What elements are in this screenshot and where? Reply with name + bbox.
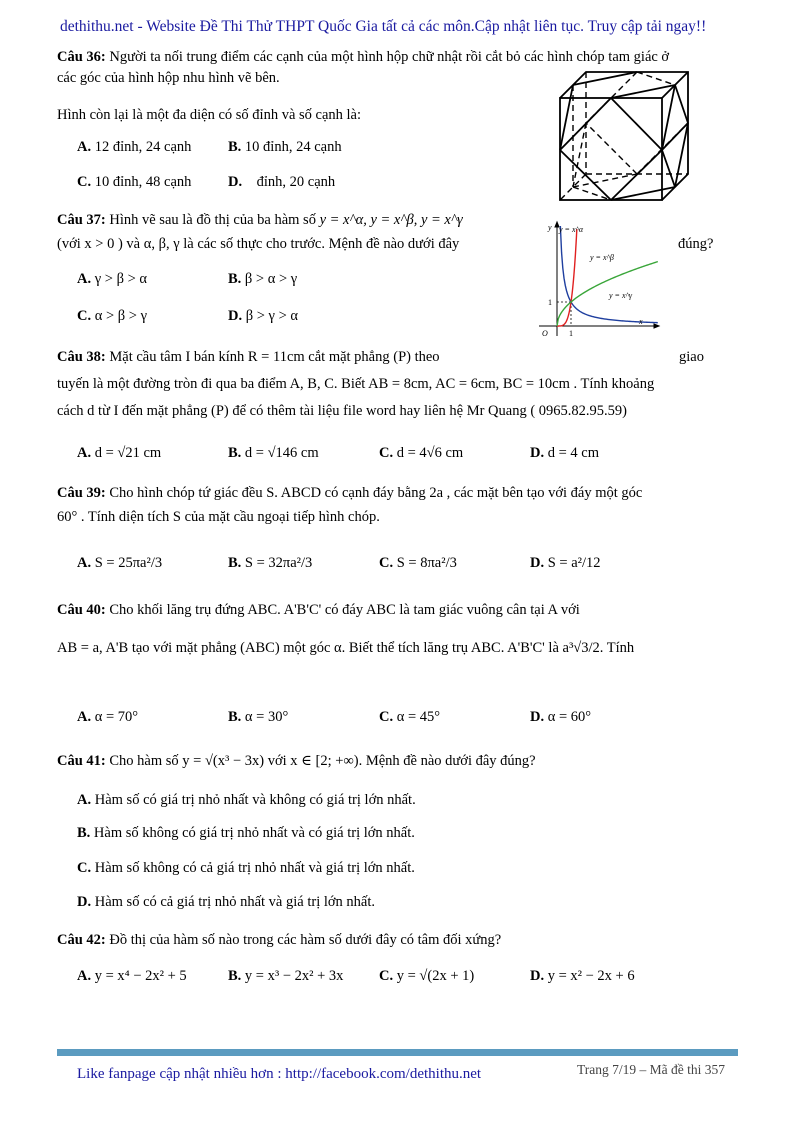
option-d[interactable]: D. Hàm số có cả giá trị nhỏ nhất và giá trị lớn nhất. bbox=[77, 894, 376, 910]
option-d[interactable]: D. d = 4 cm bbox=[530, 445, 600, 461]
option-a[interactable]: A. S = 25πa²/3 bbox=[77, 555, 163, 571]
question-text: Cho khối lăng trụ đứng ABC. A'B'C' có đáy ABC là tam giác vuông cân tại A với bbox=[109, 602, 580, 618]
option-a[interactable]: A. y = x⁴ − 2x² + 5 bbox=[77, 968, 187, 984]
origin-label: O bbox=[542, 329, 548, 338]
option-a[interactable]: A. γ > β > α bbox=[77, 271, 147, 287]
option-b[interactable]: B. y = x³ − 2x² + 3x bbox=[228, 968, 344, 984]
question-38-text: cách d từ I đến mặt phẳng (P) để có thêm tài liệu file word hay liên hệ Mr Quang ( 0965.82.95.59) bbox=[57, 403, 627, 419]
label-gamma: y = x^γ bbox=[609, 291, 633, 300]
option-c[interactable]: C. α = 45° bbox=[379, 709, 441, 725]
question-label: Câu 36: bbox=[57, 49, 106, 65]
question-40 bbox=[57, 600, 580, 621]
page-header: dethithu.net - Website Đề Thi Thử THPT Quốc Gia tất cả các môn.Cập nhật liên tục. Truy cập tải ngay!! bbox=[60, 18, 707, 35]
question-label: Câu 41: bbox=[57, 753, 106, 769]
option-d[interactable]: D. đỉnh, 20 cạnh bbox=[228, 174, 336, 190]
option-c[interactable]: C. 10 đỉnh, 48 cạnh bbox=[77, 174, 192, 190]
cube-figure bbox=[558, 70, 690, 202]
question-text: Mặt cầu tâm I bán kính R = 11cm cắt mặt phẳng (P) theo bbox=[109, 349, 440, 365]
page-number: Trang 7/19 – Mã đề thi 357 bbox=[577, 1062, 725, 1077]
tick-y-1: 1 bbox=[548, 298, 552, 307]
question-text: các góc của hình hộp nhu hình vẽ bên. bbox=[57, 70, 280, 86]
question-38-text: tuyến là một đường tròn đi qua ba điểm A, B, C. Biết AB = 8cm, AC = 6cm, BC = 10cm . Tính khoảng bbox=[57, 376, 655, 392]
option-d[interactable]: D. S = a²/12 bbox=[530, 555, 601, 571]
option-b[interactable]: B. 10 đỉnh, 24 cạnh bbox=[228, 139, 342, 155]
question-text: Người ta nối trung điểm các cạnh của một hình hộp chữ nhật rồi cắt bỏ các hình chóp tam giác ở bbox=[109, 49, 670, 65]
y-axis-label: y bbox=[548, 223, 552, 232]
question-36-prompt: Hình còn lại là một đa diện có số đỉnh và số cạnh là: bbox=[57, 107, 362, 123]
option-a[interactable]: A. α = 70° bbox=[77, 709, 139, 725]
option-c[interactable]: C. y = √(2x + 1) bbox=[379, 968, 475, 984]
option-c[interactable]: C. α > β > γ bbox=[77, 308, 147, 324]
x-axis-label: x bbox=[639, 317, 643, 326]
option-b[interactable]: B. d = √146 cm bbox=[228, 445, 319, 461]
option-a[interactable]: A. d = √21 cm bbox=[77, 445, 162, 461]
option-d[interactable]: D. α = 60° bbox=[530, 709, 592, 725]
label-alpha: y = x^α bbox=[559, 225, 584, 234]
curve-beta bbox=[557, 229, 577, 326]
question-label: Câu 37: bbox=[57, 212, 106, 228]
function-graph bbox=[535, 218, 665, 340]
option-b[interactable]: B. α = 30° bbox=[228, 709, 289, 725]
question-label: Câu 40: bbox=[57, 602, 106, 618]
footer-divider bbox=[57, 1049, 738, 1056]
option-b[interactable]: B. β > α > γ bbox=[228, 271, 298, 287]
question-text: Hình vẽ sau là đồ thị của ba hàm số bbox=[109, 212, 316, 228]
question-37-text-end: đúng? bbox=[678, 236, 714, 252]
option-c[interactable]: C. d = 4√6 cm bbox=[379, 445, 464, 461]
question-label: Câu 42: bbox=[57, 932, 106, 948]
question-38 bbox=[57, 347, 440, 368]
question-37-text: (với x > 0 ) và α, β, γ là các số thực cho trước. Mệnh đề nào dưới đây bbox=[57, 236, 460, 252]
question-label: Câu 39: bbox=[57, 485, 106, 501]
label-beta: y = x^β bbox=[590, 253, 614, 262]
option-d[interactable]: D. β > γ > α bbox=[228, 308, 298, 324]
question-41 bbox=[57, 751, 536, 772]
footer-fanpage-link[interactable]: Like fanpage cập nhật nhiều hơn : http://facebook.com/dethithu.net bbox=[77, 1066, 482, 1082]
option-a[interactable]: A. Hàm số có giá trị nhỏ nhất và không có giá trị lớn nhất. bbox=[77, 792, 416, 808]
tick-x-1: 1 bbox=[569, 329, 573, 338]
question-37 bbox=[57, 210, 463, 231]
option-c[interactable]: C. S = 8πa²/3 bbox=[379, 555, 457, 571]
question-formula: y = x^α, y = x^β, y = x^γ bbox=[319, 212, 463, 228]
question-text: Cho hàm số y = √(x³ − 3x) với x ∈ [2; +∞). Mệnh đề nào dưới đây đúng? bbox=[109, 753, 536, 769]
question-label: Câu 38: bbox=[57, 349, 106, 365]
question-text: Đồ thị của hàm số nào trong các hàm số dưới đây có tâm đối xứng? bbox=[109, 932, 502, 948]
question-38-text-end: giao bbox=[679, 349, 704, 365]
question-39 bbox=[57, 483, 642, 504]
option-a[interactable]: A. 12 đỉnh, 24 cạnh bbox=[77, 139, 192, 155]
question-42 bbox=[57, 930, 501, 951]
volume-formula: a³√3/2 bbox=[562, 640, 600, 656]
option-c[interactable]: C. Hàm số không có cả giá trị nhỏ nhất và giá trị lớn nhất. bbox=[77, 860, 415, 876]
option-b[interactable]: B. S = 32πa²/3 bbox=[228, 555, 313, 571]
question-40-text: AB = a, A'B tạo với mặt phẳng (ABC) một góc α. Biết thể tích lăng trụ ABC. A'B'C' là a³√3/2. Tính bbox=[57, 640, 635, 656]
question-text: Cho hình chóp tứ giác đều S. ABCD có cạnh đáy bằng 2a , các mặt bên tạo với đáy một góc bbox=[109, 485, 643, 501]
option-b[interactable]: B. Hàm số không có giá trị nhỏ nhất và có giá trị lớn nhất. bbox=[77, 825, 415, 841]
question-39-text: 60° . Tính diện tích S của mặt cầu ngoại tiếp hình chóp. bbox=[57, 509, 380, 525]
curve-alpha bbox=[560, 226, 657, 323]
option-d[interactable]: D. y = x² − 2x + 6 bbox=[530, 968, 635, 984]
